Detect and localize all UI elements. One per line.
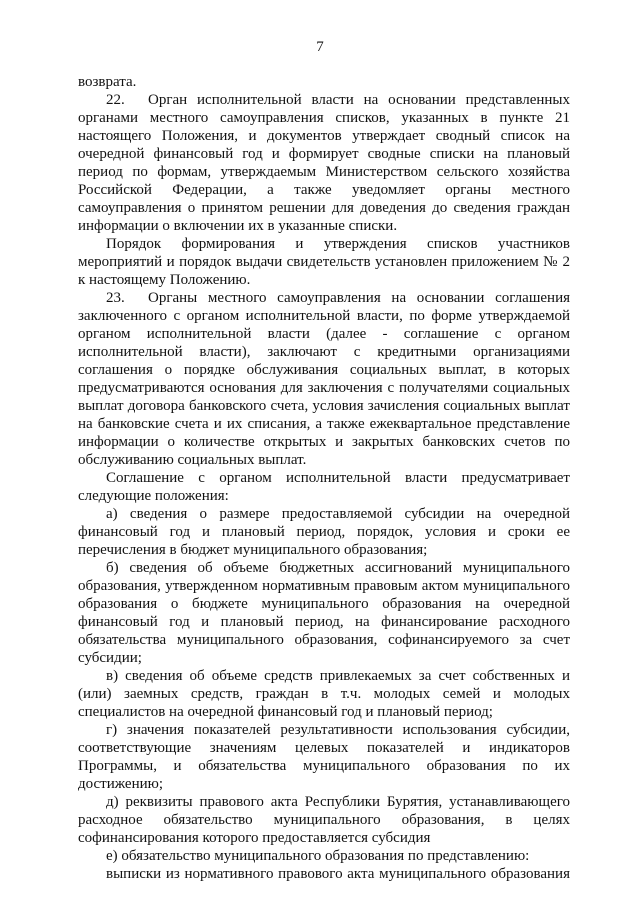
paragraph-number: 22. bbox=[106, 92, 125, 108]
list-item-b: б) сведения об объеме бюджетных ассигнований муниципального образования, утвержденном нормативным правовым актом муниципального образования о бюджете муниципального образования на очередной финансовый год и плановый период, на финансирование расходного обязательства муниципального образования, софинансируемого за счет субсидии; bbox=[78, 560, 570, 666]
paragraph-extract: выписки из нормативного правового акта муниципального образования bbox=[106, 866, 570, 882]
list-item-v: в) сведения об объеме средств привлекаемых за счет собственных и (или) заемных средств, граждан в т.ч. молодых семей и молодых специалистов на очередной финансовый год и плановый период; bbox=[78, 668, 570, 720]
paragraph-continuation: возврата. bbox=[78, 74, 137, 90]
paragraph-procedure: Порядок формирования и утверждения списков участников мероприятий и порядок выдачи свидетельств установлен приложением № 2 к настоящему Положению. bbox=[78, 236, 570, 288]
paragraph-23 bbox=[78, 289, 570, 469]
document-body bbox=[78, 73, 570, 883]
list-item-a: а) сведения о размере предоставляемой субсидии на очередной финансовый год и плановый период, порядок, условия и сроки ее перечисления в бюджет муниципального образования; bbox=[78, 506, 570, 558]
paragraph-22 bbox=[78, 91, 570, 235]
page-number: 7 bbox=[316, 39, 324, 55]
paragraph-number: 23. bbox=[106, 290, 125, 306]
list-item-g: г) значения показателей результативности использования субсидии, соответствующие значениям целевых показателей и индикаторов Программы, и обязательства муниципального образования по их достижению; bbox=[78, 722, 570, 792]
list-item-e: е) обязательство муниципального образования по представлению: bbox=[106, 848, 530, 864]
paragraph-agreement-intro: Соглашение с органом исполнительной власти предусматривает следующие положения: bbox=[78, 470, 570, 504]
paragraph-text: Органы местного самоуправления на основании соглашения заключенного с органом исполнительной власти, по форме утверждаемой органом исполнительной власти (далее - соглашение с органом исполнительной власти), заключают с кредитными организациями соглашения о порядке обслуживания социальных выплат, в которых предусматриваются основания для заключения с получателями социальных выплат договора банковского счета, условия зачисления социальных выплат на банковские счета и их списания, а также ежеквартальное представление информации о количестве открытых и закрытых банковских счетов по обслуживанию социальных выплат. bbox=[78, 290, 570, 468]
list-item-d: д) реквизиты правового акта Республики Бурятия, устанавливающего расходное обязательство муниципального образования, в целях софинансирования которого предоставляется субсидия bbox=[78, 794, 570, 846]
paragraph-text: Орган исполнительной власти на основании представленных органами местного самоуправления списков, указанных в пункте 21 настоящего Положения, и документов утверждает сводный список на очередной финансовый год и формирует сводные списки на плановый период по формам, утверждаемым Министерством сельского хозяйства Российской Федерации, а также уведомляет органы местного самоуправления о принятом решении для доведения до сведения граждан информации о включении их в указанные списки. bbox=[78, 92, 570, 234]
